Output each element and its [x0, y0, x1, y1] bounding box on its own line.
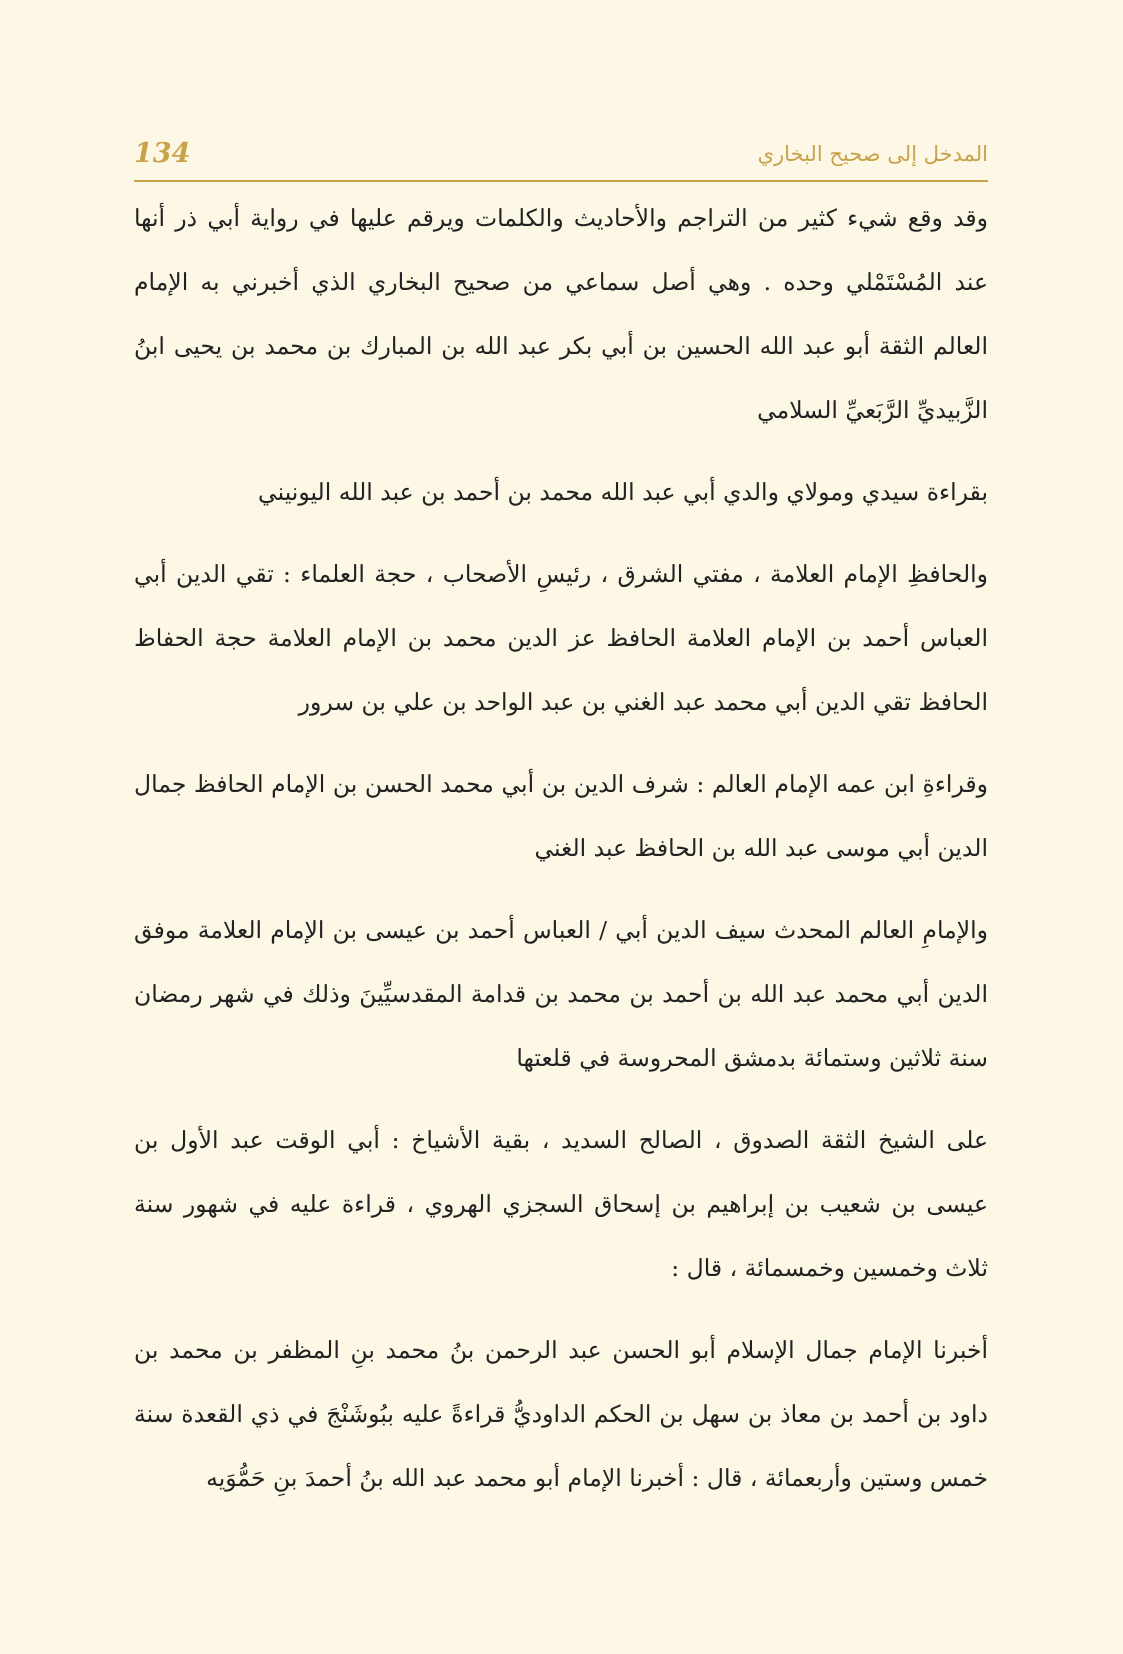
- paragraph-1: وقد وقع شيء كثير من التراجم والأحاديث والكلمات ويرقم عليها في رواية أبي ذر أنها عند المُسْتَمْلي وحده . وهي أصل سماعي من صحيح البخاري الذي أخبرني به الإمام العالم الثقة أبو عبد الله الحسين بن أبي بكر عبد الله بن المبارك بن محمد بن يحيى ابنُ الزَّبيديِّ الرَّبَعيِّ السلامي: [134, 204, 988, 424]
- paragraph-3: والحافظِ الإمام العلامة ، مفتي الشرق ، رئيسِ الأصحاب ، حجة العلماء : تقي الدين أبي العباس أحمد بن الإمام العلامة الحافظ عز الدين محمد بن الإمام العلامة حجة الحفاظ الحافظ تقي الدين أبي محمد عبد الغني بن عبد الواحد بن علي بن سرور: [134, 560, 988, 716]
- running-title: المدخل إلى صحيح البخاري: [757, 142, 988, 166]
- paragraph-2: بقراءة سيدي ومولاي والدي أبي عبد الله محمد بن أحمد بن عبد الله اليونيني: [258, 478, 988, 506]
- page-number: 134: [134, 138, 191, 169]
- page-header: [134, 128, 988, 182]
- page-body: [134, 186, 988, 1510]
- paragraph-5: والإمامِ العالم المحدث سيف الدين أبي / العباس أحمد بن عيسى بن الإمام العلامة موفق الدين أبي محمد عبد الله بن أحمد بن محمد بن قدامة المقدسيِّينَ وذلك في شهر رمضان سنة ثلاثين وستمائة بدمشق المحروسة في قلعتها: [134, 916, 988, 1072]
- paragraph-4: وقراءةِ ابن عمه الإمام العالم : شرف الدين بن أبي محمد الحسن بن الإمام الحافظ جمال الدين أبي موسى عبد الله بن الحافظ عبد الغني: [134, 770, 988, 862]
- book-page: [134, 128, 988, 1528]
- paragraph-6: على الشيخ الثقة الصدوق ، الصالح السديد ، بقية الأشياخ : أبي الوقت عبد الأول بن عيسى بن شعيب بن إبراهيم بن إسحاق السجزي الهروي ، قراءة عليه في شهور سنة ثلاث وخمسين وخمسمائة ، قال :: [134, 1126, 988, 1282]
- paragraph-7: أخبرنا الإمام جمال الإسلام أبو الحسن عبد الرحمن بنُ محمد بنِ المظفر بن محمد بن داود بن أحمد بن معاذ بن سهل بن الحكم الداوديُّ قراءةً عليه ببُوشَنْجَ في ذي القعدة سنة خمس وستين وأربعمائة ، قال : أخبرنا الإمام أبو محمد عبد الله بنُ أحمدَ بنِ حَمُّوَيه: [134, 1336, 988, 1492]
